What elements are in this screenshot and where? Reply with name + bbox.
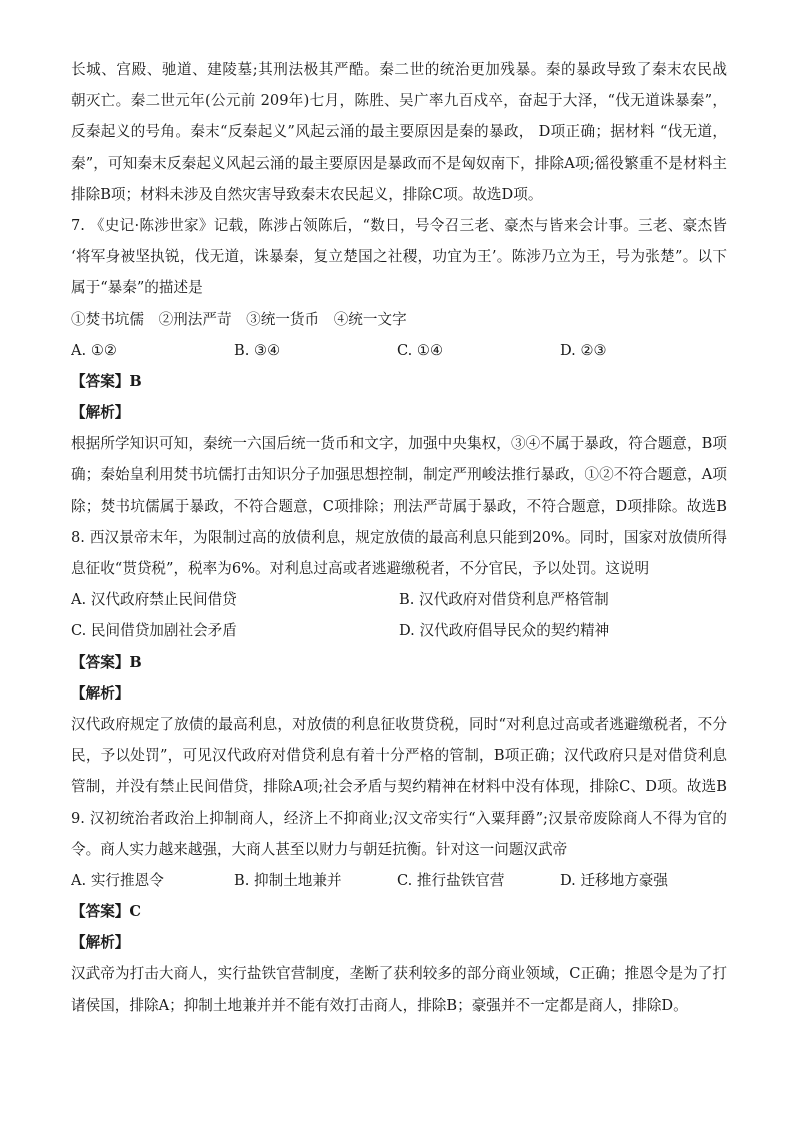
question-stem-line: 令。商人实力越来越强，大商人甚至以财力与朝廷抗衡。针对这一问题汉武帝 <box>71 840 568 858</box>
question-stem-line: 7. 《史记·陈涉世家》记载，陈涉占领陈后，“数日，号令召三老、豪杰与皆来会计事。三老、豪杰皆 <box>71 216 727 234</box>
answer-label: 【答案】C <box>71 903 141 921</box>
option-d: D. 汉代政府倡导民众的契约精神 <box>399 622 610 640</box>
answer-label: 【答案】B <box>71 653 142 671</box>
text-line: 排除B项；材料未涉及自然灾害导致秦末农民起义，排除C项。故选D项。 <box>71 185 543 203</box>
question-items-line: ①焚书坑儒 ②刑法严苛 ③统一货币 ④统一文字 <box>71 310 407 328</box>
option-d: D. 迁移地方豪强 <box>560 871 669 889</box>
text-line: 朝灭亡。秦二世元年(公元前 209年)七月，陈胜、吴广率九百戍卒，奋起于大泽，“伐无道诛暴秦”， <box>71 92 727 110</box>
text-line: 秦”，可知秦末反秦起义风起云涌的最主要原因是暴政而不是匈奴南下，排除A项;徭役繁重不是材料主 <box>71 154 727 172</box>
option-d: D. ②③ <box>560 341 607 359</box>
question-stem-line: 8. 西汉景帝末年，为限制过高的放债利息，规定放债的最高利息只能到20%。同时，国家对放债所得 <box>71 528 727 546</box>
text-line: 长城、宫殿、驰道、建陵墓;其刑法极其严酷。秦二世的统治更加残暴。秦的暴政导致了秦末农民战 <box>71 61 727 78</box>
option-c: C. ①④ <box>397 341 444 359</box>
question-stem-line: 9. 汉初统治者政治上抑制商人，经济上不抑商业;汉文帝实行“入粟拜爵”;汉景帝废除商人不得为官的 <box>71 809 727 827</box>
question-options <box>71 871 727 891</box>
option-b: B. 抑制土地兼并 <box>234 871 342 889</box>
option-b: B. 汉代政府对借贷利息严格管制 <box>399 591 609 609</box>
analysis-label: 【解析】 <box>71 684 130 702</box>
analysis-line: 根据所学知识可知，秦统一六国后统一货币和文字，加强中央集权，③④不属于暴政，符合题意，B项 <box>71 435 727 453</box>
question-8 <box>71 528 727 798</box>
analysis-line: 确；秦始皇利用焚书坑儒打击知识分子加强思想控制，制定严刑峻法推行暴政，①②不符合题意，A项 <box>71 466 727 484</box>
analysis-line: 民，予以处罚”，可见汉代政府对借贷利息有着十分严格的管制，B项正确；汉代政府只是对借贷利息 <box>71 747 727 765</box>
text-line: 反秦起义的号角。秦末“反秦起义”风起云涌的最主要原因是秦的暴政， D项正确；据材料 “伐无道， <box>71 123 727 141</box>
answer-label: 【答案】B <box>71 372 142 390</box>
question-stem-line: 属于“暴秦”的描述是 <box>71 279 203 297</box>
analysis-line: 汉代政府规定了放债的最高利息，对放债的利息征收贳贷税，同时“对利息过高或者逃避缴税者，不分 <box>71 715 727 733</box>
question-7 <box>71 216 727 517</box>
document-page <box>71 60 727 1027</box>
analysis-line: 管制，并没有禁止民间借贷，排除A项;社会矛盾与契约精神在材料中没有体现，排除C、D项。故选B <box>71 778 727 796</box>
analysis-label: 【解析】 <box>71 404 130 422</box>
question-stem-line: ‘将军身被坚执锐，伐无道，诛暴秦，复立楚国之社稷，功宜为王’。陈涉乃立为王，号为张楚”。以下 <box>71 248 727 266</box>
option-c: C. 民间借贷加剧社会矛盾 <box>71 622 237 640</box>
option-a: A. 实行推恩令 <box>71 871 164 889</box>
option-b: B. ③④ <box>234 341 281 359</box>
question-options <box>71 621 727 641</box>
q6-analysis-continued <box>71 60 727 205</box>
analysis-line: 汉武帝为打击大商人，实行盐铁官营制度，垄断了获利较多的部分商业领域，C正确；推恩令是为了打 <box>71 965 727 983</box>
question-9 <box>71 809 727 1016</box>
analysis-line: 除；焚书坑儒属于暴政，不符合题意，C项排除；刑法严苛属于暴政，不符合题意，D项排除。故选B <box>71 497 727 515</box>
question-options <box>71 341 727 361</box>
question-stem-line: 息征收“贳贷税”，税率为6%。对利息过高或者逃避缴税者，不分官民，予以处罚。这说明 <box>71 560 650 577</box>
option-a: A. ①② <box>71 341 117 359</box>
option-a: A. 汉代政府禁止民间借贷 <box>71 591 237 609</box>
question-options <box>71 590 727 610</box>
analysis-label: 【解析】 <box>71 934 130 952</box>
analysis-line: 诸侯国，排除A；抑制土地兼并并不能有效打击商人，排除B；豪强并不一定都是商人，排除D。 <box>71 996 688 1014</box>
option-c: C. 推行盐铁官营 <box>397 871 505 889</box>
